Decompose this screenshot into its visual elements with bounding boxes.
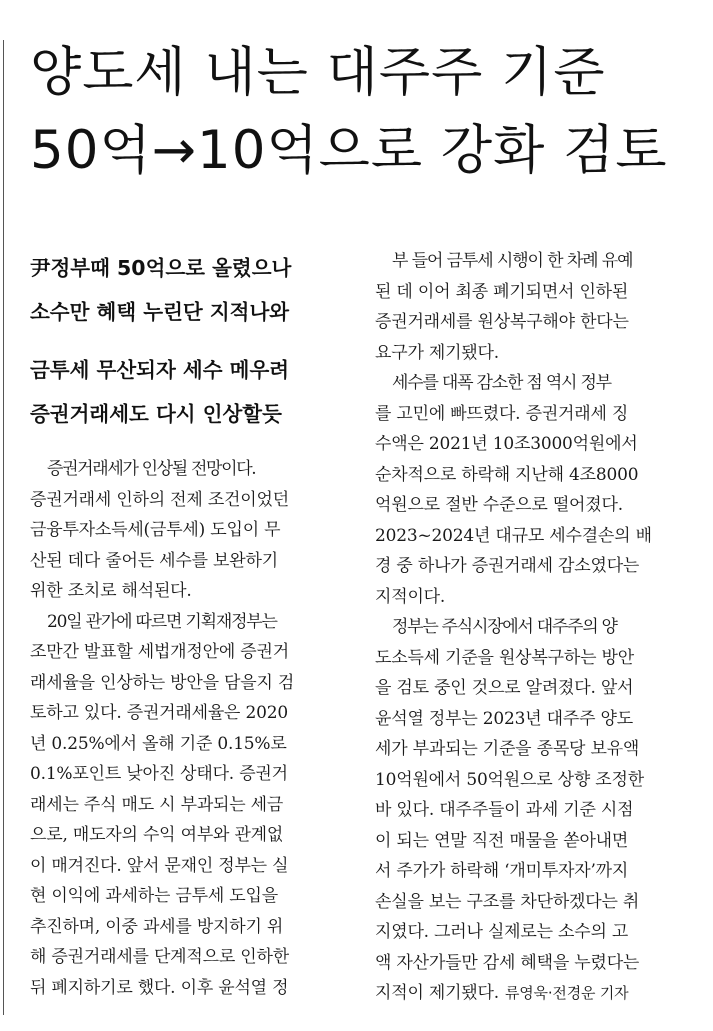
body-line: 억원으로 절반 수준으로 떨어졌다. <box>375 495 623 515</box>
body-line: 뒤 폐지하기로 했다. 이후 윤석열 정 <box>30 977 289 998</box>
body-line: 조만간 발표할 세법개정안에 증권거 <box>30 642 289 662</box>
byline: 류영욱·전경운 기자 <box>504 984 629 1002</box>
subhead-1-line-1: 尹정부때 50억으로 올렸으나 <box>30 256 292 280</box>
body-line: 순차적으로 하락해 지난해 4조8000 <box>375 464 639 485</box>
body-line: 2023~2024년 대규모 세수결손의 배 <box>375 525 652 546</box>
subheads <box>30 246 352 436</box>
body-line: 20일 관가에 따르면 기획재정부는 <box>47 611 277 632</box>
right-body-text <box>375 246 697 1009</box>
body-line: 경 중 하나가 증권거래세 감소였다는 <box>375 556 640 576</box>
body-line: 래세율을 인상하는 방안을 담을지 검 <box>30 672 295 693</box>
body-line: 이 매겨진다. 앞서 문재인 정부는 실 <box>30 855 289 876</box>
right-paragraph <box>375 368 697 612</box>
headline-line-2: 50억→10억으로 강화 검토 <box>30 120 668 181</box>
body-line: 현 이익에 과세하는 금투세 도입을 <box>30 886 278 906</box>
body-line: 액 자산가들만 감세 혜택을 누렸다는 <box>375 952 640 973</box>
body-line: 부 들어 금투세 시행이 한 차례 유예 <box>392 251 633 271</box>
left-column <box>30 246 352 1003</box>
body-line: 지였다. 그러나 실제로는 소수의 고 <box>375 922 629 942</box>
body-line: 해 증권거래세를 단계적으로 인하한 <box>30 947 289 967</box>
left-paragraph <box>30 454 352 607</box>
left-body-text <box>30 454 352 1003</box>
body-line: 토하고 있다. 증권거래세율은 2020 <box>30 703 288 723</box>
body-line: 위한 조치로 해석된다. <box>30 581 192 601</box>
body-line: 증권거래세가 인상될 전망이다. <box>47 459 256 479</box>
body-line: 손실을 보는 구조를 차단하겠다는 취 <box>375 891 640 912</box>
subhead-2-line-1: 금투세 무산되자 세수 메우려 <box>30 358 290 382</box>
body-line: 세수를 대폭 감소한 점 역시 정부 <box>392 373 611 393</box>
body-line: 추진하며, 이중 과세를 방지하기 위 <box>30 916 284 937</box>
body-line: 도소득세 기준을 원상복구하는 방안 <box>375 647 634 668</box>
body-line: 바 있다. 대주주들이 과세 기준 시점 <box>375 800 634 820</box>
body-line: 증권거래세 인하의 전제 조건이었던 <box>30 489 289 510</box>
body-line: 윤석열 정부는 2023년 대주주 양도 <box>375 708 633 729</box>
subhead-1-line-2: 소수만 혜택 누린단 지적나와 <box>30 300 290 324</box>
right-paragraph <box>375 612 697 1009</box>
body-line: 증권거래세를 원상복구해야 한다는 <box>375 312 629 332</box>
left-paragraph <box>30 607 352 1004</box>
body-line: 년 0.25%에서 올해 기준 0.15%로 <box>30 733 287 754</box>
body-line: 0.1%포인트 낮아진 상태다. 증권거 <box>30 764 288 784</box>
headline-line-1: 양도세 내는 대주주 기준 <box>30 42 606 103</box>
body-line: 을 검토 중인 것으로 알려졌다. 앞서 <box>375 678 634 698</box>
body-line: 지적이다. <box>375 586 446 607</box>
body-line: 수액은 2021년 10조3000억원에서 <box>375 434 638 454</box>
body-line: 이 되는 연말 직전 매물을 쏟아내면 <box>375 830 629 851</box>
body-line: 를 고민에 빠뜨렸다. 증권거래세 징 <box>375 403 629 424</box>
body-line: 금융투자소득세(금투세) 도입이 무 <box>30 520 281 540</box>
column-rule <box>3 40 4 1015</box>
body-line: 래세는 주식 매도 시 부과되는 세금 <box>30 794 284 815</box>
body-line: 된 데 이어 최종 폐기되면서 인하된 <box>375 281 629 302</box>
body-line: 10억원에서 50억원으로 상향 조정한 <box>375 769 644 790</box>
body-line: 으로, 매도자의 수익 여부와 관계없 <box>30 825 284 845</box>
right-column <box>375 246 697 1009</box>
body-line: 지적이 제기됐다. 류영욱·전경운 기자 <box>375 983 629 1003</box>
subhead-2-line-2: 증권거래세도 다시 인상할듯 <box>30 402 282 426</box>
subhead-2 <box>30 348 352 436</box>
subhead-1 <box>30 246 352 334</box>
body-line: 서 주가가 하락해 ‘개미투자자’까지 <box>375 861 629 881</box>
body-line: 요구가 제기됐다. <box>375 342 499 363</box>
right-paragraph <box>375 246 697 368</box>
body-line: 세가 부과되는 기준을 종목당 보유액 <box>375 739 640 759</box>
body-line: 산된 데다 줄어든 세수를 보완하기 <box>30 550 278 571</box>
body-line: 정부는 주식시장에서 대주주의 양 <box>392 617 617 637</box>
headline <box>30 34 700 190</box>
